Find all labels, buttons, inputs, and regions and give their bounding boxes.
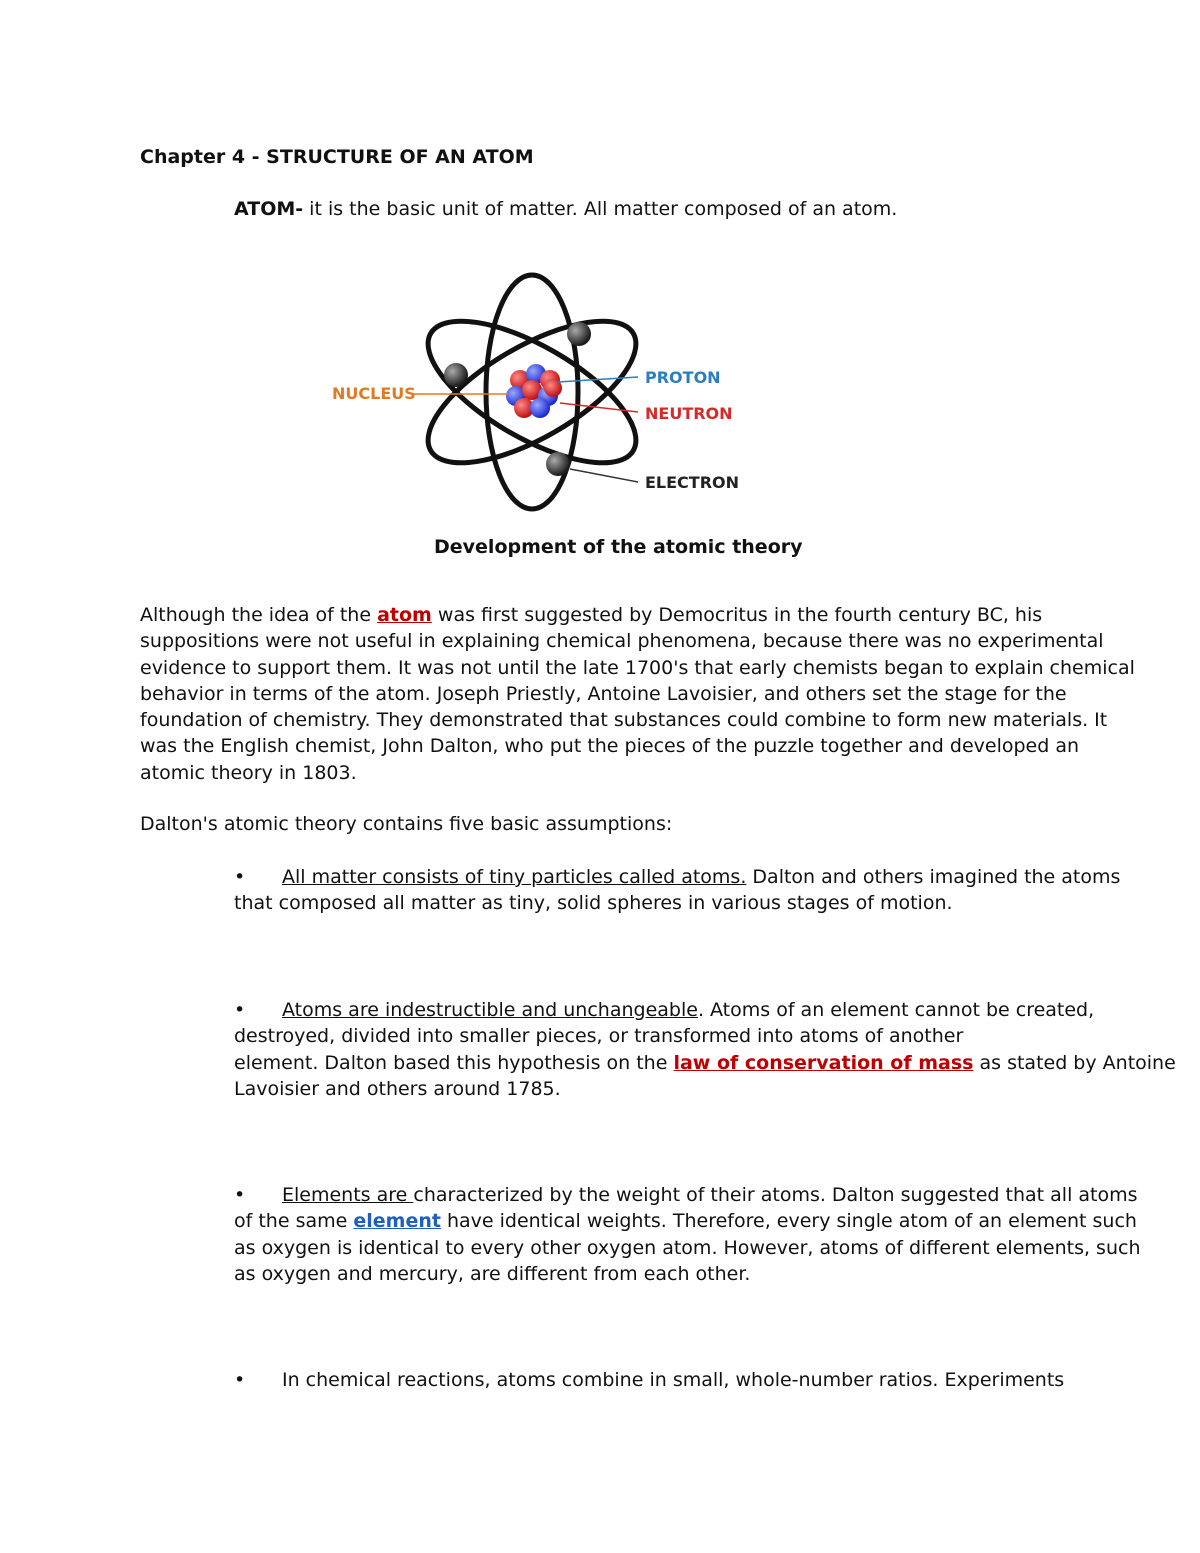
- assumption-text: as oxygen and mercury, are different from each other.: [234, 1262, 751, 1285]
- neutron-leader: [560, 403, 638, 412]
- assumption-text: that composed all matter as tiny, solid spheres in various stages of motion.: [234, 892, 953, 915]
- assumption-text: destroyed, divided into smaller pieces, or transformed into atoms of another: [234, 1025, 964, 1048]
- intro-line: foundation of chemistry. They demonstrated that substances could combine to form new materials. It: [140, 709, 1108, 732]
- electron-dot: [546, 452, 570, 476]
- intro-paragraph: [140, 602, 1135, 786]
- atom-term: ATOM-: [234, 198, 304, 220]
- assumption-item-4: [234, 1367, 1154, 1393]
- assumption-text: as oxygen is identical to every other oxygen atom. However, atoms of different elements, such: [234, 1236, 1141, 1259]
- assumption-item-2: [234, 997, 1176, 1102]
- element-link[interactable]: element: [353, 1210, 441, 1233]
- intro-line: was the English chemist, John Dalton, who put the pieces of the puzzle together and developed an: [140, 735, 1080, 758]
- electron-dot: [444, 363, 468, 387]
- assumption-text: characterized by the weight of their atoms. Dalton suggested that all atoms: [413, 1184, 1138, 1206]
- assumptions-intro: Dalton's atomic theory contains five basic assumptions:: [140, 813, 673, 835]
- assumption-underlined: Atoms are indestructible and unchangeable: [282, 999, 698, 1021]
- section-title: Development of the atomic theory: [434, 536, 803, 558]
- intro-line: evidence to support them. It was not until the late 1700's that early chemists began to explain chemical: [140, 656, 1135, 679]
- conservation-of-mass-link[interactable]: law of conservation of mass: [673, 1051, 974, 1074]
- assumption-underlined: All matter consists of tiny particles called atoms.: [282, 866, 747, 888]
- intro-text: was first suggested by Democritus in the fourth century BC, his: [431, 604, 1043, 626]
- assumption-underlined: Elements are: [282, 1184, 414, 1206]
- assumption-text: element. Dalton based this hypothesis on the: [234, 1051, 674, 1074]
- atom-link[interactable]: atom: [377, 604, 432, 626]
- assumption-item-1: [234, 864, 1154, 917]
- electron-label: ELECTRON: [645, 473, 740, 492]
- bullet-icon: •: [234, 1184, 246, 1206]
- bullet-icon: •: [234, 999, 246, 1021]
- atom-diagram: [320, 270, 740, 515]
- intro-line: behavior in terms of the atom. Joseph Priestly, Antoine Lavoisier, and others set the stage for the: [140, 682, 1067, 705]
- chapter-heading: Chapter 4 - STRUCTURE OF AN ATOM: [140, 146, 534, 168]
- assumption-item-3: [234, 1182, 1154, 1287]
- assumption-text: Lavoisier and others around 1785.: [234, 1077, 561, 1100]
- assumption-text: have identical weights. Therefore, every single atom of an element such: [440, 1210, 1137, 1233]
- intro-line: suppositions were not useful in explaining chemical phenomena, because there was no experimental: [140, 630, 1104, 653]
- proton-label: PROTON: [645, 368, 721, 387]
- assumption-text: In chemical reactions, atoms combine in small, whole-number ratios. Experiments: [282, 1369, 1065, 1391]
- atom-definition: [234, 196, 897, 222]
- assumption-text: Dalton and others imagined the atoms: [746, 866, 1121, 888]
- assumption-text: . Atoms of an element cannot be created,: [697, 999, 1095, 1021]
- bullet-icon: •: [234, 866, 246, 888]
- atom-definition-text: it is the basic unit of matter. All matter composed of an atom.: [303, 198, 898, 220]
- electron-leader: [570, 469, 638, 482]
- nucleus-cluster: [506, 364, 562, 418]
- assumption-text: as stated by Antoine: [973, 1051, 1176, 1074]
- nucleus-label: NUCLEUS: [332, 384, 416, 403]
- intro-line: atomic theory in 1803.: [140, 761, 357, 784]
- neutron-label: NEUTRON: [645, 404, 733, 423]
- assumption-text: of the same: [234, 1210, 354, 1233]
- intro-text: Although the idea of the: [140, 604, 378, 626]
- intro-line: [140, 602, 1130, 628]
- electron-dot: [567, 322, 591, 346]
- bullet-icon: •: [234, 1369, 246, 1391]
